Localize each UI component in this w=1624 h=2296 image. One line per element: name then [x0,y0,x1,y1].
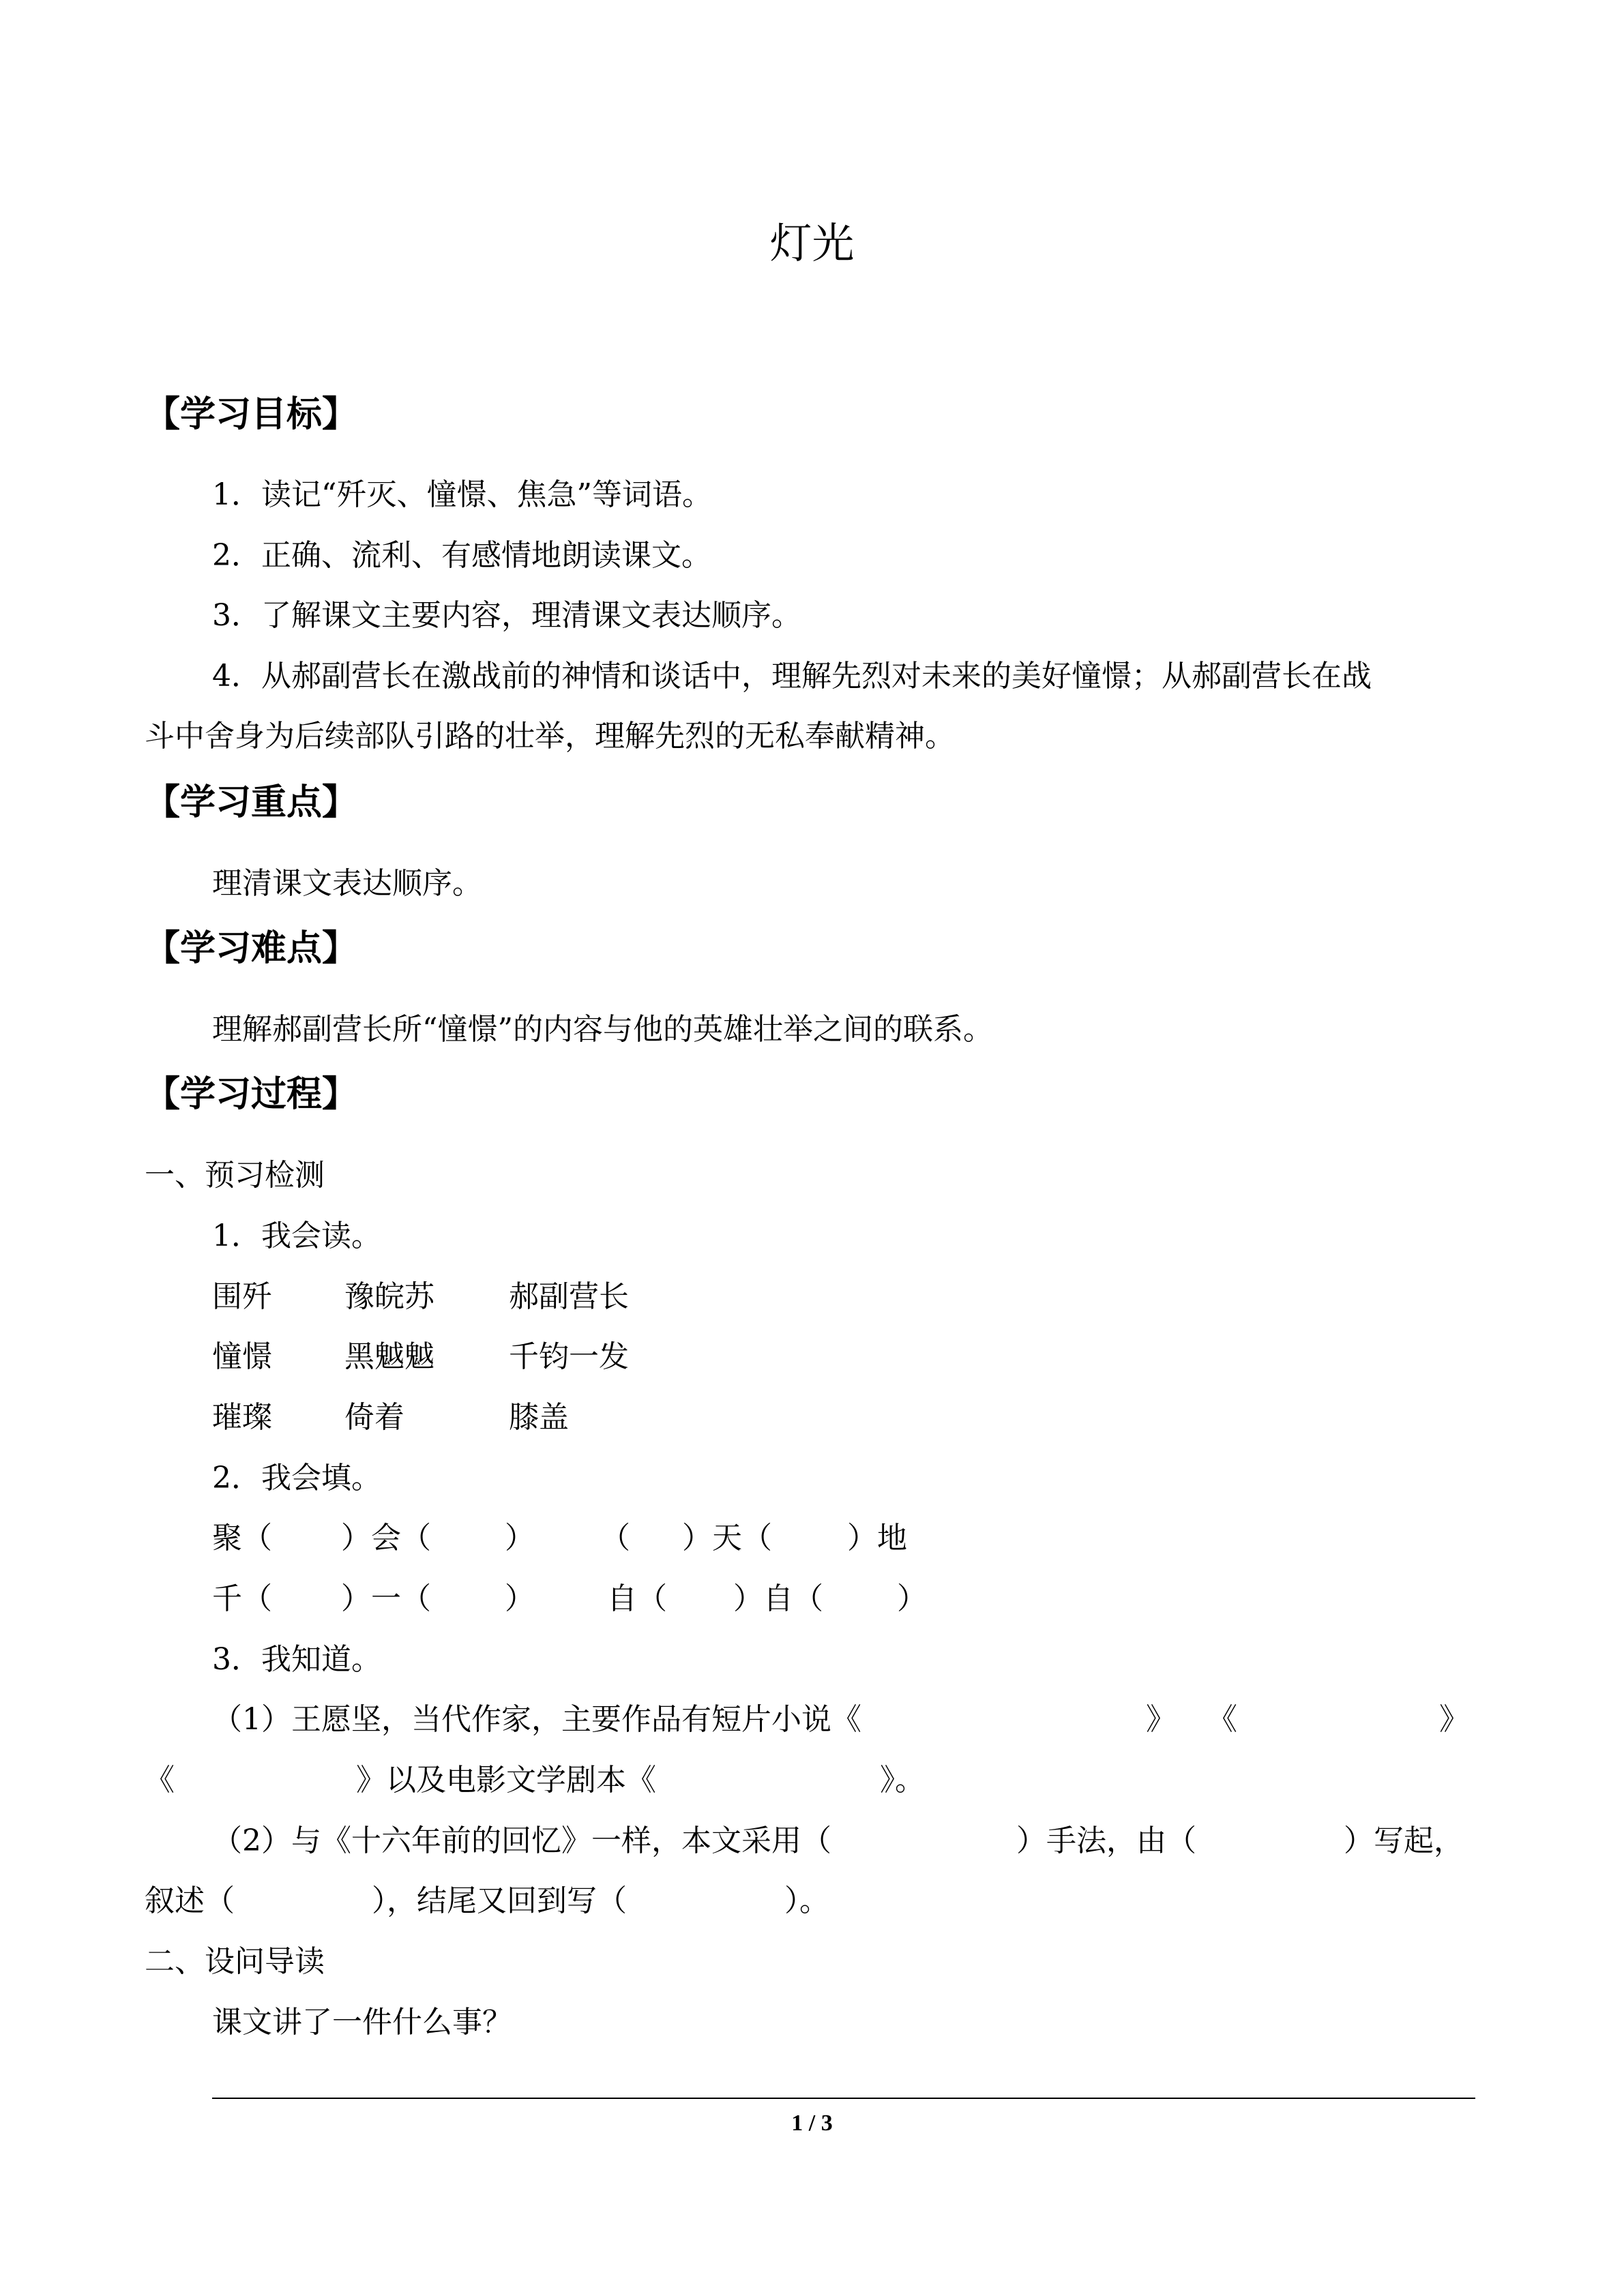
q3-1-text: 》 [1439,1702,1469,1737]
q3-1-text: 》以及电影文学剧本《 [356,1763,656,1798]
goal-item: 3．了解课文主要内容，理清课文表达顺序。 [212,598,801,633]
word: 郝副营长 [509,1279,629,1314]
fill-segment: 聚（ [212,1521,272,1555]
focus-text: 理清课文表达顺序。 [212,866,482,901]
q3-1-text: 》 [1146,1702,1176,1737]
section-heading-difficulty: 【学习难点】 [145,928,358,969]
question-1: 1．我会读。 [212,1219,381,1253]
word: 围歼 [212,1279,272,1314]
word-row [0,1397,1624,1438]
section-heading-goals: 【学习目标】 [145,394,358,435]
part2-question: 课文讲了一件什么事？ [212,2005,512,2040]
q3-2-line-2 [0,1881,1624,1922]
q3-2-text: ）手法，由（ [1016,1823,1196,1858]
word: 倚着 [344,1400,404,1435]
part2-heading: 二、设问导读 [145,1944,325,1979]
goal-item: 1．读记“歼灭、憧憬、焦急”等词语。 [212,477,712,512]
fill-segment: 千（ [212,1581,272,1616]
q3-1-text: （1）王愿坚，当代作家，主要作品有短片小说《 [212,1702,861,1737]
fill-segment: ）会（ [341,1521,431,1555]
word: 膝盖 [509,1400,569,1435]
word: 璀璨 [212,1400,272,1435]
q3-2-text: ）。 [784,1883,829,1918]
q3-2-text: （2）与《十六年前的回忆》一样，本文采用（ [212,1823,831,1858]
page-title: 灯光 [769,218,855,268]
fill-segment: ）一（ [341,1581,431,1616]
fill-segment: ）自（ [733,1581,823,1616]
q3-1-text: 《 [1207,1702,1237,1737]
q3-1-line-1 [0,1699,1624,1740]
part1-heading: 一、预习检测 [145,1158,325,1193]
fill-segment: （ [600,1521,630,1555]
word: 黑魆魆 [344,1339,434,1374]
q3-2-line-1 [0,1821,1624,1862]
section-heading-process: 【学习过程】 [145,1074,358,1115]
q3-1-text: 》。 [880,1763,925,1798]
difficulty-text: 理解郝副营长所“憧憬”的内容与他的英雄壮举之间的联系。 [212,1012,993,1047]
q3-2-text: 叙述（ [145,1883,235,1918]
fill-row [0,1579,1624,1620]
q3-2-text: ），结尾又回到写（ [372,1883,627,1918]
q3-2-text: ）写起， [1344,1823,1464,1858]
word: 豫皖苏 [344,1279,434,1314]
footer-divider [212,2098,1475,2099]
q3-1-line-2 [0,1760,1624,1801]
fill-segment: ）天（ [682,1521,772,1555]
fill-segment: ） [505,1581,535,1616]
page-number: 1 / 3 [791,2111,833,2136]
goal-item: 4．从郝副营长在激战前的神情和谈话中，理解先烈对未来的美好憧憬；从郝副营长在战 [212,659,1372,694]
q3-1-text: 《 [145,1763,175,1798]
fill-row [0,1518,1624,1559]
question-2: 2．我会填。 [212,1461,381,1495]
word-row [0,1337,1624,1377]
word-row [0,1277,1624,1317]
goal-item: 2．正确、流利、有感情地朗读课文。 [212,538,711,573]
fill-segment: 自（ [607,1581,667,1616]
word: 千钧一发 [509,1339,629,1374]
fill-segment: ） [897,1581,927,1616]
question-3: 3．我知道。 [212,1642,381,1677]
fill-segment: ） [505,1521,535,1555]
goal-item-continued: 斗中舍身为后续部队引路的壮举，理解先烈的无私奉献精神。 [145,719,955,754]
section-heading-focus: 【学习重点】 [145,782,358,823]
fill-segment: ）地 [847,1521,907,1555]
word: 憧憬 [212,1339,272,1374]
